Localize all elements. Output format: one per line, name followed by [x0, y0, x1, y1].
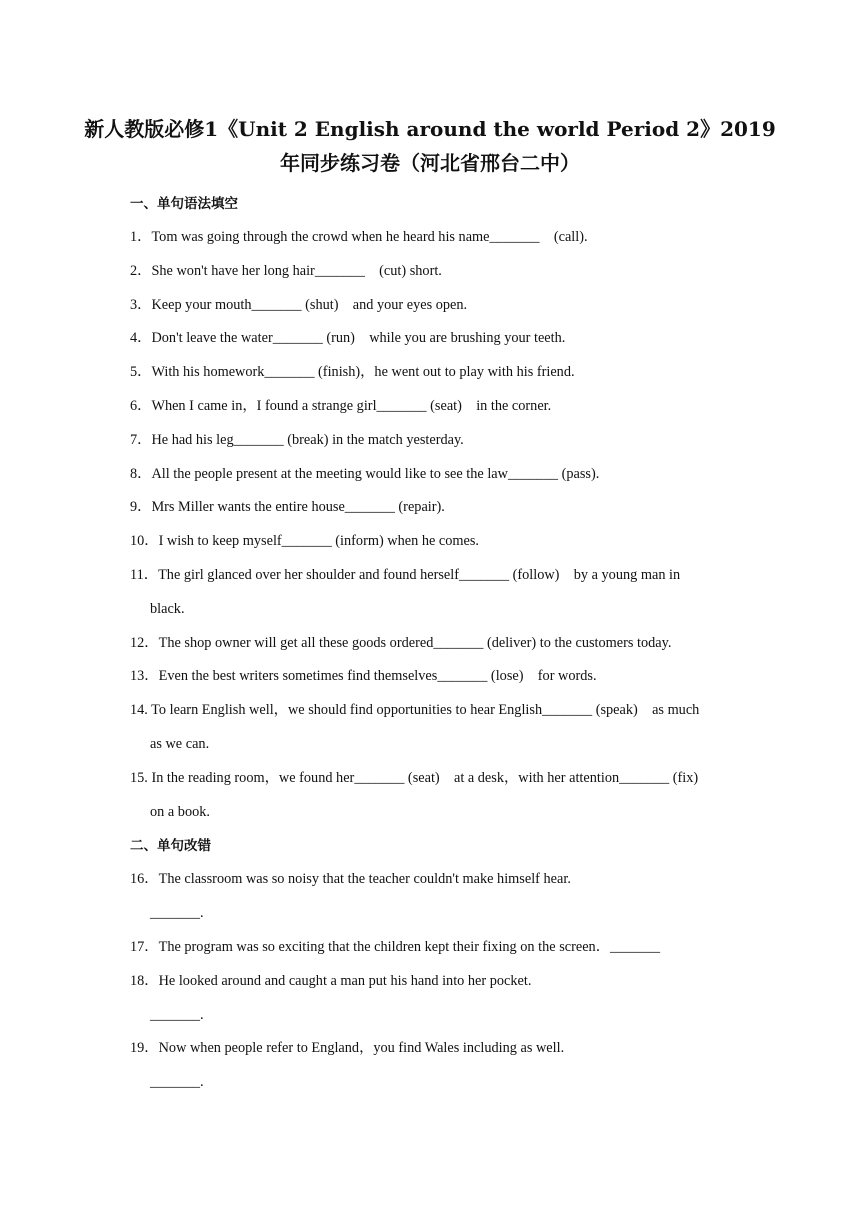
question-text: 5．With his homework_______ (finish)，he went out to play with his friend.	[130, 364, 575, 381]
question-text: 19．Now when people refer to England，you find Wales including as well.	[130, 1040, 565, 1057]
question-item	[130, 627, 735, 661]
question-text: 9．Mrs Miller wants the entire house_______ (repair).	[130, 499, 445, 516]
question-item	[130, 390, 735, 424]
section-heading: 一、单句语法填空	[130, 196, 238, 212]
question-text: 17．The program was so exciting that the children kept their fixing on the screen．_______	[130, 938, 661, 955]
question-text: 13．Even the best writers sometimes find themselves_______ (lose) for words.	[130, 668, 597, 685]
section-heading: 二、单句改错	[130, 838, 211, 855]
question-continuation: on a book.	[150, 803, 210, 820]
question-item	[130, 660, 735, 694]
title-line-1: 新人教版必修1《Unit 2 English around the world Period 2》2019	[84, 117, 776, 141]
question-item	[130, 322, 735, 356]
question-text: 1．Tom was going through the crowd when he heard his name_______ (call).	[130, 229, 588, 245]
question-item	[130, 289, 735, 323]
question-text: 2．She won't have her long hair_______ (cut) short.	[130, 262, 442, 279]
question-text: 6．When I came in，I found a strange girl_______ (seat) in the corner.	[130, 397, 552, 414]
question-item	[130, 255, 735, 289]
question-text: 14. To learn English well，we should find opportunities to hear English_______ (speak) as much	[130, 702, 700, 719]
question-item	[130, 863, 735, 931]
question-text: 16．The classroom was so noisy that the teacher couldn't make himself hear.	[130, 871, 571, 888]
document-title	[0, 112, 860, 180]
question-text: 10．I wish to keep myself_______ (inform) when he comes.	[130, 533, 480, 550]
question-continuation: as we can.	[150, 735, 210, 752]
question-continuation: _______.	[150, 905, 204, 922]
question-text: 7．He had his leg_______ (break) in the match yesterday.	[130, 431, 464, 448]
title-line-2: 年同步练习卷（河北省邢台二中）	[280, 151, 580, 175]
question-continuation: _______.	[150, 1074, 204, 1091]
question-text: 8．All the people present at the meeting would like to see the law_______ (pass).	[130, 465, 600, 482]
question-item	[130, 694, 735, 762]
question-item	[130, 965, 735, 1033]
question-item	[130, 424, 735, 458]
question-continuation: _______.	[150, 1006, 204, 1023]
question-text: 3．Keep your mouth_______ (shut) and your eyes open.	[130, 296, 468, 313]
question-text: 4．Don't leave the water_______ (run) while you are brushing your teeth.	[130, 330, 566, 347]
question-text: 12．The shop owner will get all these goods ordered_______ (deliver) to the customers today.	[130, 634, 672, 651]
question-text: 18．He looked around and caught a man put his hand into her pocket.	[130, 972, 532, 989]
question-item	[130, 491, 735, 525]
question-item	[130, 221, 735, 255]
question-item	[130, 559, 735, 627]
question-text: 15. In the reading room，we found her_______ (seat) at a desk，with her attention_______ (fix)	[130, 769, 699, 786]
question-item	[130, 458, 735, 492]
question-text: 11．The girl glanced over her shoulder and found herself_______ (follow) by a young man in	[130, 566, 681, 583]
question-item	[130, 356, 735, 390]
question-item	[130, 525, 735, 559]
question-item	[130, 1032, 735, 1100]
question-continuation: black.	[150, 600, 185, 617]
question-item	[130, 762, 735, 830]
question-sections	[0, 187, 860, 1100]
question-item	[130, 931, 735, 965]
